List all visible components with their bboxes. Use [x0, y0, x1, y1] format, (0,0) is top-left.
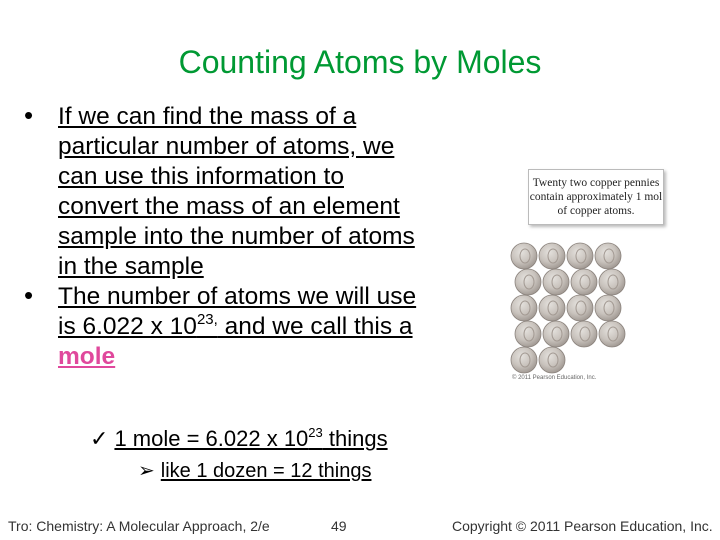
- penny-icon: [515, 269, 541, 295]
- penny-icon: [599, 269, 625, 295]
- bullet-item-2: [24, 282, 494, 372]
- penny-icon: [543, 321, 569, 347]
- bullet-line: The number of atoms we will use: [58, 283, 417, 310]
- sub-point-exponent: 23: [308, 425, 323, 440]
- penny-icon: [595, 243, 621, 269]
- bullet-line-tail: and we call this a: [217, 313, 413, 340]
- penny-icon: [595, 295, 621, 321]
- penny-icon: [511, 243, 537, 269]
- penny-icon: [515, 321, 541, 347]
- sub-point-tail: things: [322, 426, 388, 451]
- penny-icon: [539, 295, 565, 321]
- avogadro-base: is 6.022 x 10: [58, 313, 197, 340]
- bullet-list: [24, 102, 494, 372]
- penny-icon: [543, 269, 569, 295]
- mole-term: mole: [58, 343, 116, 370]
- penny-icon: [511, 295, 537, 321]
- figure-credit: © 2011 Pearson Education, Inc.: [512, 375, 597, 381]
- penny-icon: [599, 321, 625, 347]
- penny-icon: [567, 295, 593, 321]
- penny-icon: [539, 347, 565, 373]
- bullet-line: convert the mass of an element: [58, 193, 400, 220]
- footer-copyright: Copyright © 2011 Pearson Education, Inc.: [452, 518, 713, 534]
- sub-point-text: 1 mole = 6.022 x 10: [114, 426, 309, 451]
- penny-icon: [571, 321, 597, 347]
- bullet-line: in the sample: [58, 253, 204, 280]
- footer-source: Tro: Chemistry: A Molecular Approach, 2/e: [8, 518, 270, 534]
- figure-caption: Twenty two copper pennies contain approximately 1 mol of copper atoms.: [528, 169, 664, 225]
- avogadro-exponent: 23,: [196, 311, 218, 328]
- sub-point: [90, 426, 388, 452]
- bullet-line: [58, 312, 494, 342]
- bullet-line: particular number of atoms, we: [58, 133, 395, 160]
- bullet-dot-icon: •: [24, 100, 34, 130]
- bullet-item-1: [24, 102, 494, 282]
- penny-icon: [567, 243, 593, 269]
- bullet-line: If we can find the mass of a: [58, 103, 357, 130]
- bullet-dot-icon: •: [24, 280, 34, 310]
- arrow-bullet-icon: ➢: [138, 460, 155, 482]
- page-number: 49: [331, 518, 347, 534]
- bullet-line: can use this information to: [58, 163, 344, 190]
- slide-title: Counting Atoms by Moles: [178, 44, 542, 80]
- pennies-image: [508, 242, 632, 374]
- sub-sub-point: [138, 458, 371, 483]
- sub-sub-point-text: like 1 dozen = 12 things: [160, 460, 372, 482]
- penny-icon: [571, 269, 597, 295]
- checkmark-icon: ✓: [90, 426, 109, 451]
- bullet-line: sample into the number of atoms: [58, 223, 415, 250]
- penny-icon: [539, 243, 565, 269]
- penny-icon: [511, 347, 537, 373]
